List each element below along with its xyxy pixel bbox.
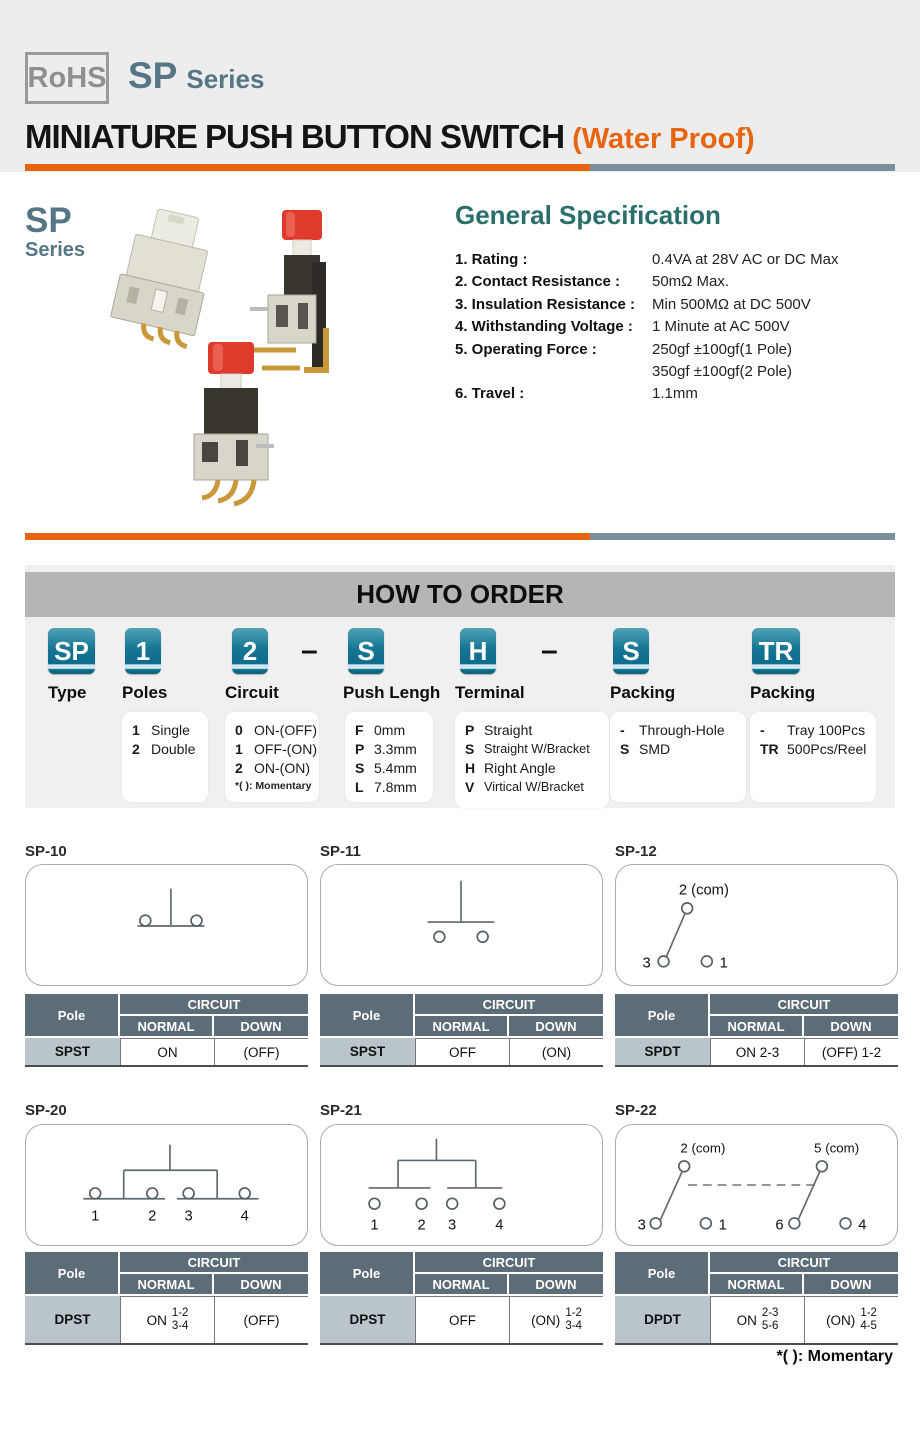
table-header-normal: NORMAL [120,1274,214,1296]
momentary-note-small: *( ): Momentary [235,780,312,792]
order-code-text: S [357,635,375,666]
table-header-down: DOWN [214,1274,308,1296]
table-header-normal: NORMAL [415,1274,509,1296]
rohs-logo [25,52,109,104]
circuit-table-sp10 [25,994,308,1067]
product-photos [14,192,454,522]
option-key: L [355,779,364,795]
title-divider [25,164,895,171]
table-normal-value: ON [120,1038,214,1065]
circuit-table-sp20 [25,1252,308,1345]
normal-main: ON [146,1312,167,1328]
table-header-circuit: CIRCUIT [415,1252,603,1274]
option-value: Virtical W/Bracket [484,780,584,794]
terminal-label: 3 [184,1208,193,1225]
order-code-push-length [348,628,384,674]
circuit-table-sp12 [615,994,898,1067]
diagram-box-sp22 [615,1124,898,1246]
terminal-label: 1 [91,1208,100,1225]
table-header-pole: Pole [615,994,710,1038]
diagram-title-sp20: SP-20 [25,1102,67,1119]
table-header-circuit: CIRCUIT [120,994,308,1016]
terminal-label-com: 2 (com) [678,882,729,899]
option-value: ON-(ON) [254,760,310,776]
option-value: Straight [484,722,533,738]
spec-row-rating [455,249,900,271]
part-label-push-length: Push Lengh [343,683,441,702]
options-packing-2 [750,712,876,802]
option-value: Single [151,722,190,738]
spec-label: 6. Travel : [455,385,525,403]
table-header-pole: Pole [320,1252,415,1296]
down-stack-line: 1-2 [565,1307,582,1319]
table-header-pole: Pole [25,1252,120,1296]
option-row [465,721,599,740]
table-pole-value: SPST [25,1038,120,1065]
product-series-sub: Series [25,239,86,261]
down-stack-line: 4-5 [860,1320,877,1332]
order-code-separator [301,628,318,674]
terminal-label: 1 [370,1217,379,1234]
diagram-title-sp22: SP-22 [615,1102,657,1119]
spec-value: 1.1mm [652,385,698,403]
table-down-value [804,1296,898,1343]
table-header-pole: Pole [615,1252,710,1296]
down-main: (ON) [531,1312,561,1328]
option-key: V [465,779,475,795]
table-down-value: (OFF) [214,1038,308,1065]
option-key: 1 [132,722,140,738]
option-value: Straight W/Bracket [484,742,590,756]
spec-row-travel [455,383,900,405]
page-title [25,118,755,156]
terminal-label: 6 [775,1217,784,1234]
spec-row-insulation-resistance [455,294,900,316]
spec-value: 350gf ±100gf(2 Pole) [652,363,792,381]
part-label-packing: Packing [610,683,676,702]
page-title-text: MINIATURE PUSH BUTTON SWITCH [25,118,565,155]
spec-label: 5. Operating Force : [455,340,597,358]
option-value: 7.8mm [374,779,417,795]
divider-gray-segment [590,164,895,171]
terminal-label: 3 [448,1217,457,1234]
option-key: 2 [235,760,243,776]
options-poles [122,712,208,802]
table-pole-value: SPDT [615,1038,710,1065]
section-divider [25,533,895,540]
table-down-value [509,1296,603,1343]
table-header-down: DOWN [804,1016,898,1038]
option-value: Through-Hole [639,722,725,738]
option-value: OFF-(ON) [254,741,317,757]
option-key: 2 [132,741,140,757]
option-key: 0 [235,722,243,738]
option-row [235,759,309,778]
option-key: H [465,760,476,776]
circuit-table-sp21 [320,1252,603,1345]
normal-main: ON [736,1312,757,1328]
option-row [465,740,599,759]
spec-value: 0.4VA at 28V AC or DC Max [652,251,839,268]
divider-gray-segment [590,533,895,540]
table-header-circuit: CIRCUIT [120,1252,308,1274]
diagram-box-sp11 [320,864,603,986]
general-specification [455,200,900,406]
option-key: F [355,722,364,738]
table-normal-value [120,1296,214,1343]
option-key: - [620,722,625,738]
order-code-text: H [468,635,488,666]
terminal-label: 1 [718,1217,727,1234]
table-normal-value [710,1296,804,1343]
table-header-normal: NORMAL [710,1274,804,1296]
part-label-circuit: Circuit [225,683,279,702]
option-row [235,721,317,740]
table-header-down: DOWN [804,1274,898,1296]
order-code-text: TR [758,635,794,666]
options-packing [610,712,746,802]
option-row [760,721,866,740]
part-label-poles: Poles [122,683,168,702]
table-header-normal: NORMAL [120,1016,214,1038]
terminal-label: 4 [240,1208,249,1225]
product-photo-tall-red-switch [250,210,326,370]
option-key: 1 [235,741,243,757]
order-code-text: 1 [135,635,151,666]
option-value: Tray 100Pcs [787,722,866,738]
order-code-poles [125,628,161,674]
table-down-value: (OFF) 1-2 [804,1038,898,1065]
option-row [132,721,198,740]
terminal-label: 2 [417,1217,426,1234]
terminal-label: 4 [495,1217,504,1234]
separator-dash: – [301,634,318,667]
table-header-circuit: CIRCUIT [710,1252,898,1274]
option-key: TR [760,741,779,757]
product-photo-white-switch [108,204,221,348]
option-key: - [760,722,765,738]
how-to-order-header [25,572,895,617]
options-terminal [455,712,609,808]
order-code-circuit [232,628,268,674]
table-normal-value: OFF [415,1296,509,1343]
order-code-text: SP [54,635,89,666]
order-code-packing [613,628,649,674]
option-value: 3.3mm [374,741,417,757]
table-header-down: DOWN [214,1016,308,1038]
down-stack-line: 1-2 [860,1307,877,1319]
terminal-label-3: 3 [642,955,651,972]
table-down-value: (ON) [509,1038,603,1065]
option-row [465,759,599,778]
diagram-title-sp11: SP-11 [320,843,361,860]
part-label-packing-2: Packing [750,683,816,702]
spec-label: 2. Contact Resistance : [455,273,621,291]
circuit-diagram-sp22 [616,1125,897,1245]
down-main: (ON) [826,1312,856,1328]
diagram-title-sp21: SP-21 [320,1102,362,1119]
order-code-packing-2 [752,628,800,674]
how-to-order-section [25,565,895,808]
diagram-box-sp20 [25,1124,308,1246]
table-down-value: (OFF) [214,1296,308,1343]
series-name: SP [128,55,178,96]
option-key: P [355,741,365,757]
table-header-normal: NORMAL [710,1016,804,1038]
order-code-type [48,628,95,674]
option-value: Right Angle [484,760,556,776]
down-stack-line: 3-4 [565,1320,582,1332]
momentary-note: *( ): Momentary [776,1348,893,1365]
option-row [465,778,599,797]
option-key: P [465,722,475,738]
option-row [355,759,423,778]
option-value: ON-(OFF) [254,722,317,738]
circuit-diagram-sp10 [26,865,307,985]
table-header-circuit: CIRCUIT [415,994,603,1016]
spec-row-contact-resistance [455,271,900,293]
normal-stack-line: 5-6 [761,1320,779,1332]
divider-orange-segment [25,164,590,171]
options-push-length [345,712,433,802]
spec-value: 1 Minute at AC 500V [652,318,790,336]
diagram-title-sp10: SP-10 [25,843,67,860]
header-band [0,0,920,172]
table-header-normal: NORMAL [415,1016,509,1038]
table-pole-value: DPST [25,1296,120,1343]
order-code-text: S [622,635,640,666]
normal-stack-line: 2-3 [761,1307,779,1319]
spec-label: 3. Insulation Resistance : [455,295,636,313]
spec-value: 250gf ±100gf(1 Pole) [652,340,792,358]
diagram-box-sp21 [320,1124,603,1246]
spec-row-withstanding-voltage [455,316,900,338]
part-label-type: Type [48,683,87,702]
option-key: S [465,741,475,757]
table-header-down: DOWN [509,1016,603,1038]
spec-label: 1. Rating : [455,251,528,268]
option-row [355,740,423,759]
option-row [132,740,198,759]
circuit-diagram-sp11 [321,865,602,985]
divider-orange-segment [25,533,590,540]
spec-row-operating-force [455,339,900,384]
circuit-diagram-sp21 [321,1125,602,1245]
diagram-box-sp12 [615,864,898,986]
circuit-table-sp11 [320,994,603,1067]
circuit-diagram-sp20 [26,1125,307,1245]
option-value: SMD [639,741,671,757]
option-row [355,778,423,797]
order-code-text: 2 [242,635,258,666]
table-header-pole: Pole [320,994,415,1038]
terminal-label: 3 [637,1217,646,1234]
terminal-label-1: 1 [719,955,728,972]
spec-value: Min 500MΩ at DC 500V [652,295,811,313]
table-header-circuit: CIRCUIT [710,994,898,1016]
how-to-order-title: HOW TO ORDER [356,579,564,609]
circuit-table-sp22 [615,1252,898,1345]
separator-dash: – [541,634,558,667]
circuit-diagram-sp12 [616,865,897,985]
option-row [620,721,736,740]
option-value: 500Pcs/Reel [787,741,867,757]
table-pole-value: SPST [320,1038,415,1065]
option-row [620,740,736,759]
spec-value: 50mΩ Max. [652,273,730,291]
normal-stack-line: 1-2 [171,1307,189,1319]
option-key: S [620,741,630,757]
normal-stack-line: 3-4 [171,1320,189,1332]
table-header-down: DOWN [509,1274,603,1296]
option-value: 5.4mm [374,760,417,776]
order-code-separator [541,628,558,674]
option-key: S [355,760,365,776]
options-circuit [225,712,319,802]
series-heading [128,55,264,97]
rohs-label: RoHS [27,61,107,94]
order-code-terminal [460,628,496,674]
page-title-note: (Water Proof) [572,123,755,155]
table-pole-value: DPDT [615,1296,710,1343]
general-specification-title: General Specification [455,200,721,230]
table-pole-value: DPST [320,1296,415,1343]
option-row [760,740,866,759]
terminal-label-com1: 2 (com) [680,1140,726,1156]
table-normal-value: OFF [415,1038,509,1065]
option-row [235,740,317,759]
diagram-box-sp10 [25,864,308,986]
terminal-label: 2 [148,1208,157,1225]
table-header-pole: Pole [25,994,120,1038]
diagram-title-sp12: SP-12 [615,843,657,860]
series-word: Series [186,64,265,94]
table-normal-value: ON 2-3 [710,1038,804,1065]
spec-label: 4. Withstanding Voltage : [455,318,633,336]
option-value: 0mm [374,722,406,738]
product-series-name: SP [25,201,72,240]
terminal-label: 4 [858,1217,867,1234]
option-value: Double [151,741,196,757]
option-row [355,721,423,740]
part-label-terminal: Terminal [455,683,525,702]
terminal-label-com2: 5 (com) [814,1140,860,1156]
